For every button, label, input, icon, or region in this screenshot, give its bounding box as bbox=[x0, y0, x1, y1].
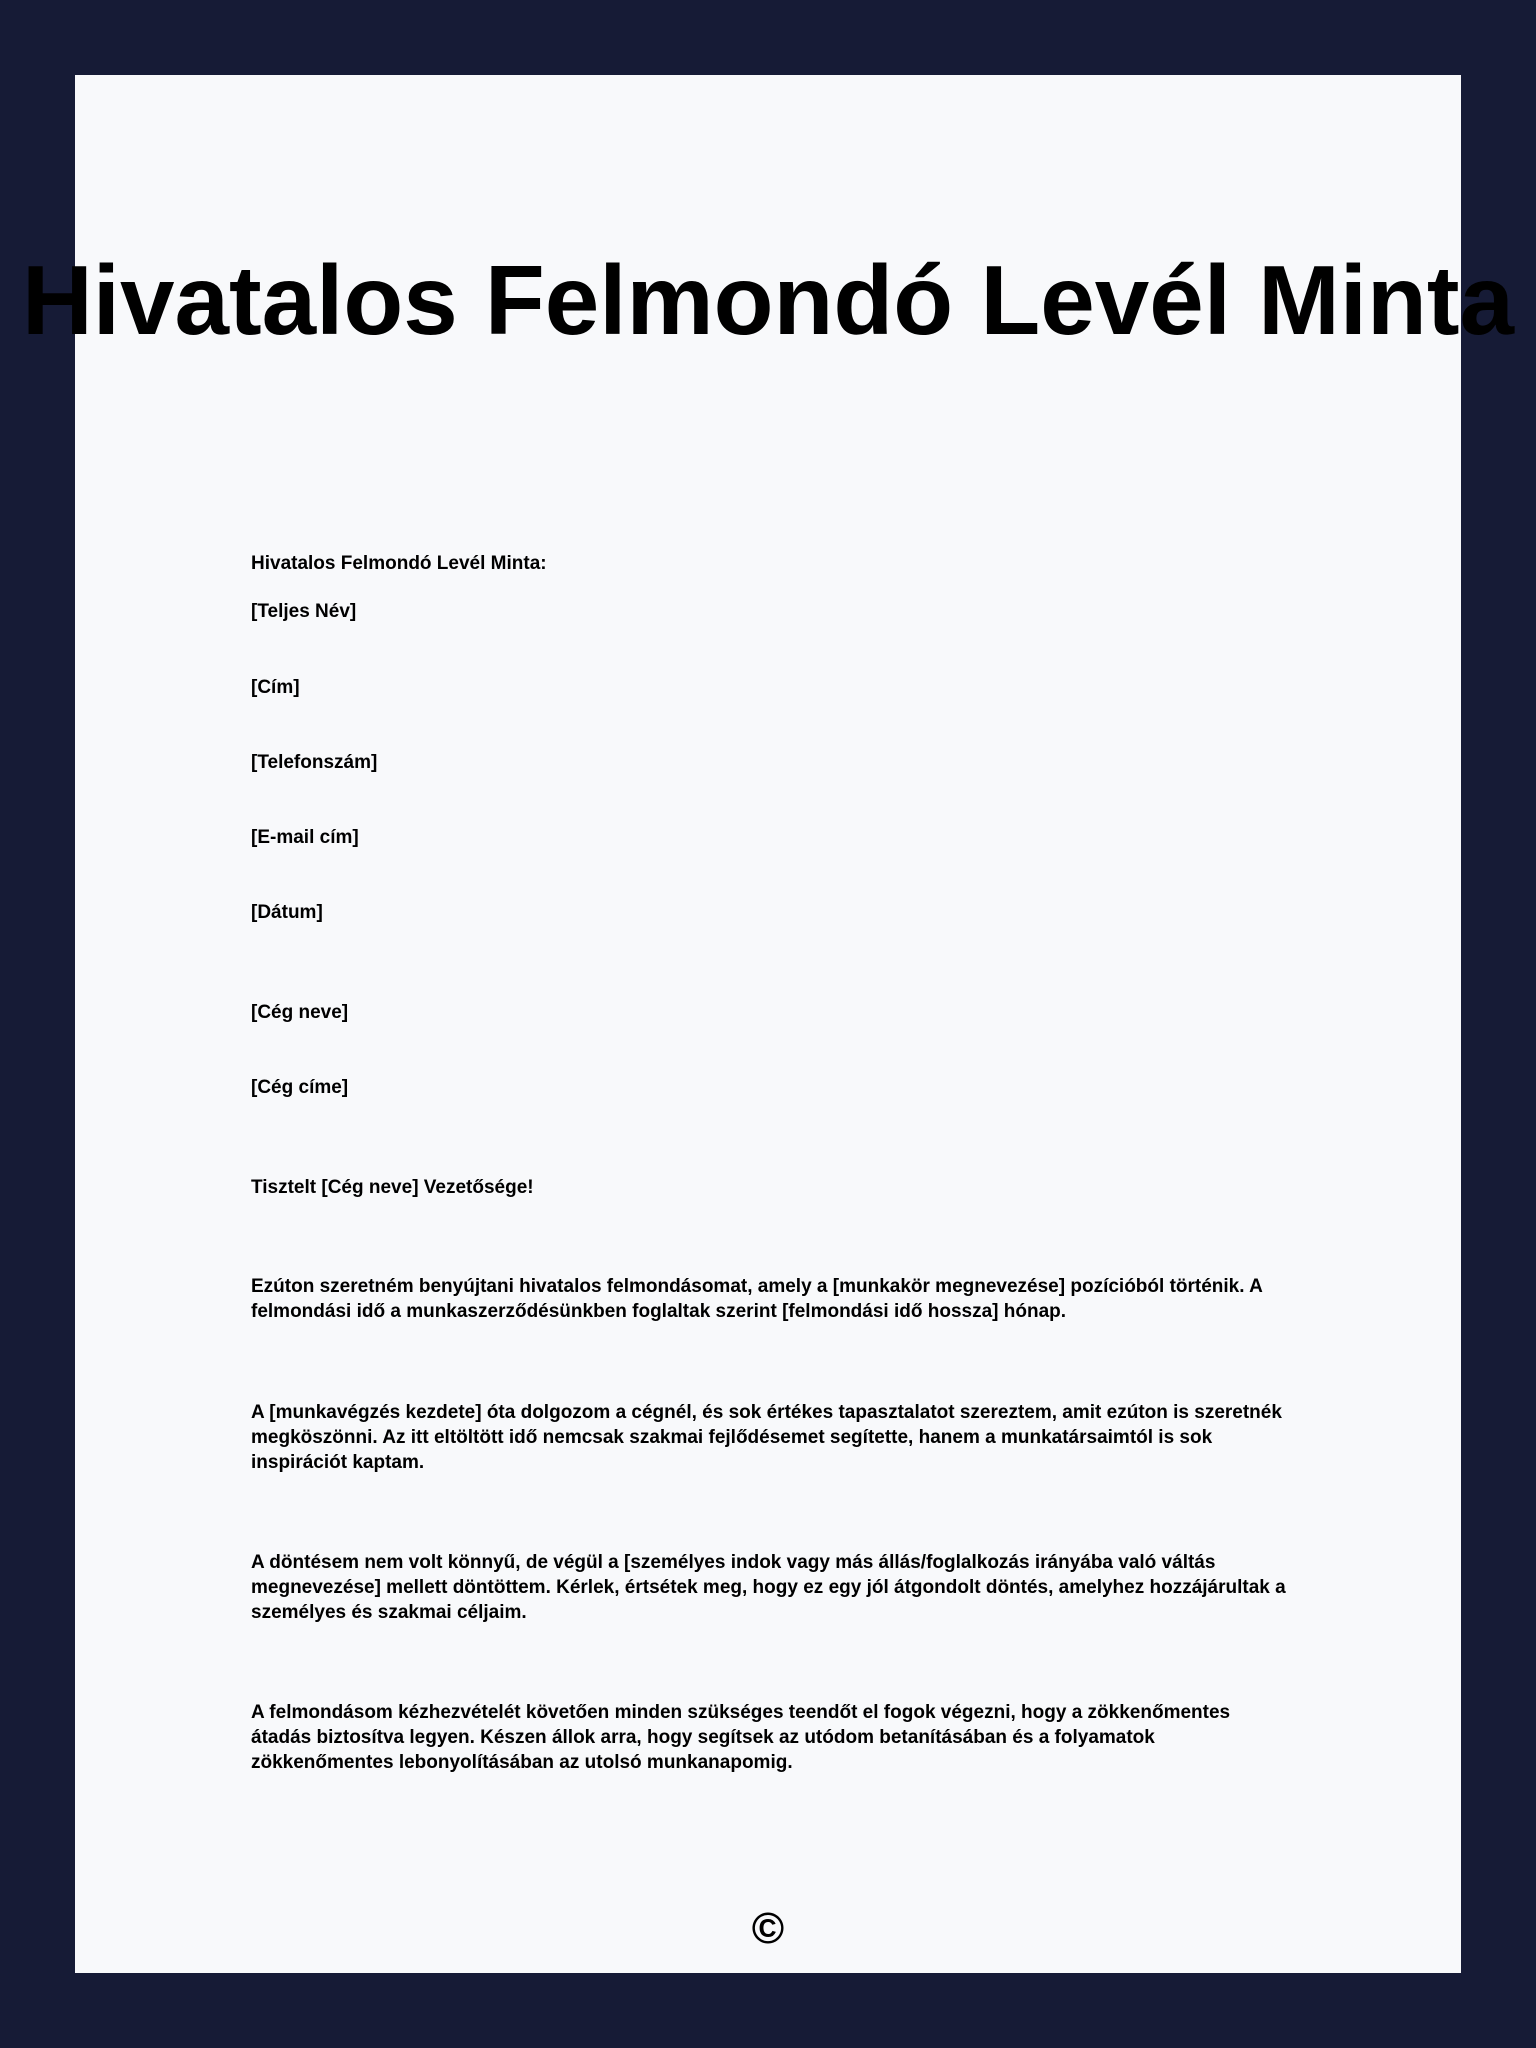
paragraph-2: A [munkavégzés kezdete] óta dolgozom a cégnél, és sok értékes tapasztalatot szereztem, amit ezúton is szeretnék megköszönni. Az itt eltöltött idő nemcsak szakmai fejlődésemet segítette, hanem a munkatársaimtól is sok inspirációt kaptam. bbox=[251, 1402, 1282, 1473]
salutation: Tisztelt [Cég neve] Vezetősége! bbox=[251, 1177, 534, 1198]
paragraph-3: A döntésem nem volt könnyű, de végül a [személyes indok vagy más állás/foglalkozás irányába való váltás megnevezése] mellett döntöttem. Kérlek, értsétek meg, hogy ez egy jól átgondolt döntés, amelyhez hozzájárultak a személyes és szakmai céljaim. bbox=[251, 1552, 1286, 1623]
address-placeholder: [Cím] bbox=[251, 677, 300, 698]
phone-placeholder: [Telefonszám] bbox=[251, 752, 378, 773]
email-placeholder: [E-mail cím] bbox=[251, 827, 359, 848]
paragraph-4: A felmondásom kézhezvételét követően minden szükséges teendőt el fogok végezni, hogy a zökkenőmentes átadás biztosítva legyen. Készen állok arra, hogy segítsek az utódom betanításában és a folyamatok zökkenőmentes lebonyolításában az utolsó munkanapomig. bbox=[251, 1702, 1231, 1773]
letter-heading: Hivatalos Felmondó Levél Minta: bbox=[251, 553, 547, 574]
copyright-icon: © bbox=[751, 1904, 785, 1953]
date-placeholder: [Dátum] bbox=[251, 902, 323, 923]
company-address-placeholder: [Cég címe] bbox=[251, 1077, 349, 1098]
company-name-placeholder: [Cég neve] bbox=[251, 1002, 349, 1023]
page-title: Hivatalos Felmondó Levél Minta bbox=[21, 245, 1515, 355]
full-name-placeholder: [Teljes Név] bbox=[251, 601, 357, 622]
paragraph-1: Ezúton szeretném benyújtani hivatalos felmondásomat, amely a [munkakör megnevezése] pozícióból történik. A felmondási idő a munkaszerződésünkben foglaltak szerint [felmondási idő hossza] hónap. bbox=[251, 1276, 1263, 1322]
